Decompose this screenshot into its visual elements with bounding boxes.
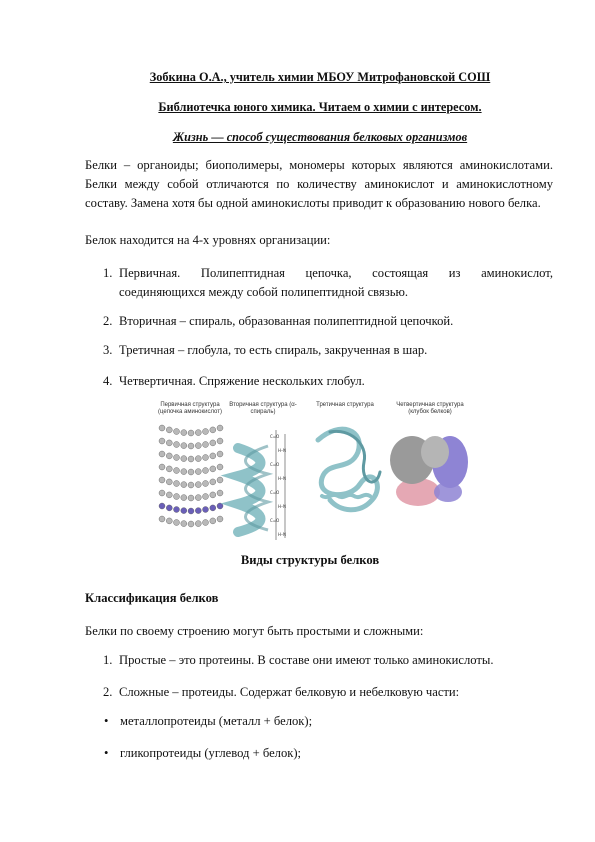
amino-acid-bead — [159, 516, 165, 522]
amino-acid-bead — [217, 451, 223, 457]
svg-text:H–N: H–N — [278, 448, 286, 453]
classification-intro: Белки по своему строению могут быть простыми и сложными: — [85, 624, 424, 638]
amino-acid-bead — [203, 520, 209, 526]
amino-acid-bead — [210, 492, 216, 498]
list-text: Простые – это протеины. В составе они имеют только аминокислоты. — [119, 653, 494, 667]
list-text: Сложные – протеиды. Содержат белковую и небелковую части: — [119, 685, 460, 699]
figure-label-primary: Первичная структура (цепочка аминокислот) — [157, 402, 222, 415]
amino-acid-bead — [181, 521, 187, 527]
amino-acid-bead — [159, 503, 165, 509]
levels-intro: Белок находится на 4-х уровнях организации: — [85, 233, 331, 247]
amino-acid-bead — [174, 507, 180, 513]
figure-label-tertiary: Третичная структура — [316, 402, 374, 408]
list-number: 1. — [103, 653, 113, 667]
svg-text:C=O: C=O — [270, 518, 280, 523]
bullet-symbol: • — [104, 746, 109, 760]
amino-acid-bead — [188, 456, 194, 462]
svg-text:C=O: C=O — [270, 490, 280, 495]
series-title: Библиотечка юного химика. Читаем о химии с интересом. — [158, 100, 482, 114]
amino-acid-bead — [174, 520, 180, 526]
amino-acid-bead — [203, 507, 209, 513]
bullet-text: металлопротеиды (металл + белок); — [120, 714, 313, 728]
amino-acid-bead — [174, 455, 180, 461]
amino-acid-bead — [181, 495, 187, 501]
amino-acid-bead — [166, 440, 172, 446]
amino-acid-bead — [195, 443, 201, 449]
amino-acid-bead — [203, 455, 209, 461]
amino-acid-bead — [217, 490, 223, 496]
amino-acid-bead — [195, 521, 201, 527]
amino-acid-bead — [188, 508, 194, 514]
amino-acid-bead — [210, 453, 216, 459]
amino-acid-bead — [203, 442, 209, 448]
amino-acid-bead — [217, 425, 223, 431]
svg-text:H–N: H–N — [278, 504, 286, 509]
amino-acid-bead — [181, 469, 187, 475]
amino-acid-bead — [210, 427, 216, 433]
amino-acid-bead — [159, 490, 165, 496]
amino-acid-bead — [203, 494, 209, 500]
amino-acid-bead — [217, 516, 223, 522]
author-line: Зобкина О.А., учитель химии МБОУ Митрофановской СОШ — [149, 70, 491, 84]
svg-text:H–N: H–N — [278, 532, 286, 537]
protein-structures-figure — [150, 400, 470, 545]
amino-acid-bead — [159, 451, 165, 457]
amino-acid-bead — [181, 482, 187, 488]
amino-acid-bead — [166, 492, 172, 498]
intro-paragraph: Белки – органоиды; биополимеры, мономеры которых являются аминокислотами. Белки между собой отличаются по количеству аминокислот и аминокислотному составу. Замена хотя бы одной аминокислоты приводит к образованию нового белка. — [85, 158, 553, 210]
amino-acid-bead — [188, 430, 194, 436]
list-item — [103, 683, 553, 702]
amino-acid-bead — [203, 429, 209, 435]
quaternary-structure-complex — [390, 436, 468, 506]
amino-acid-bead — [195, 430, 201, 436]
list-item — [103, 651, 553, 670]
list-text: Четвертичная. Спряжение нескольких глобул. — [119, 374, 365, 388]
amino-acid-bead — [195, 508, 201, 514]
amino-acid-bead — [166, 505, 172, 511]
amino-acid-bead — [217, 438, 223, 444]
svg-text:C=O: C=O — [270, 434, 280, 439]
amino-acid-bead — [174, 442, 180, 448]
svg-text:H–N: H–N — [278, 476, 286, 481]
bullet-text: гликопротеиды (углевод + белок); — [120, 746, 302, 760]
list-number: 3. — [103, 343, 113, 357]
amino-acid-bead — [210, 479, 216, 485]
amino-acid-bead — [188, 443, 194, 449]
article-title: Жизнь — способ существования белковых организмов — [172, 130, 468, 144]
amino-acid-bead — [174, 494, 180, 500]
amino-acid-bead — [166, 479, 172, 485]
secondary-structure-helix — [238, 430, 286, 540]
amino-acid-bead — [210, 505, 216, 511]
amino-acid-bead — [174, 429, 180, 435]
amino-acid-bead — [174, 481, 180, 487]
amino-acid-bead — [217, 477, 223, 483]
list-item — [103, 312, 553, 331]
bullet-item — [103, 712, 553, 731]
amino-acid-bead — [174, 468, 180, 474]
amino-acid-bead — [159, 464, 165, 470]
list-item — [103, 264, 553, 302]
amino-acid-bead — [203, 481, 209, 487]
section-heading: Классификация белков — [85, 591, 219, 605]
amino-acid-bead — [195, 495, 201, 501]
figure-label-secondary: Вторичная структура (α-спираль) — [229, 402, 297, 415]
figure-illustration — [150, 400, 470, 545]
amino-acid-bead — [166, 427, 172, 433]
amino-acid-bead — [159, 425, 165, 431]
amino-acid-bead — [181, 456, 187, 462]
amino-acid-bead — [181, 443, 187, 449]
amino-acid-bead — [188, 469, 194, 475]
amino-acid-bead — [166, 518, 172, 524]
amino-acid-bead — [188, 521, 194, 527]
list-number: 4. — [103, 374, 113, 388]
amino-acid-bead — [203, 468, 209, 474]
amino-acid-bead — [166, 453, 172, 459]
list-number: 2. — [103, 314, 113, 328]
amino-acid-bead — [188, 495, 194, 501]
figure-label-quaternary: Четвертичная структура (клубок белков) — [396, 402, 464, 415]
figure-caption: Виды структуры белков — [240, 553, 380, 567]
amino-acid-bead — [181, 430, 187, 436]
amino-acid-bead — [210, 518, 216, 524]
amino-acid-bead — [159, 477, 165, 483]
amino-acid-bead — [210, 466, 216, 472]
svg-text:C=O: C=O — [270, 462, 280, 467]
amino-acid-bead — [181, 508, 187, 514]
tertiary-structure-globule — [318, 429, 380, 510]
list-item — [103, 341, 553, 360]
bullet-item — [103, 744, 553, 763]
amino-acid-bead — [210, 440, 216, 446]
amino-acid-bead — [166, 466, 172, 472]
amino-acid-bead — [159, 438, 165, 444]
amino-acid-bead — [188, 482, 194, 488]
list-number: 1. — [103, 266, 113, 280]
primary-structure-chain — [159, 425, 223, 527]
bullet-symbol: • — [104, 714, 109, 728]
list-item — [103, 372, 553, 391]
list-text: Вторичная – спираль, образованная полипептидной цепочкой. — [119, 314, 454, 328]
list-number: 2. — [103, 685, 113, 699]
amino-acid-bead — [195, 469, 201, 475]
list-text: Первичная. Полипептидная цепочка, состоящая из аминокислот, соединяющихся между собой полипептидной связью. — [119, 266, 553, 299]
amino-acid-bead — [195, 456, 201, 462]
list-text: Третичная – глобула, то есть спираль, закрученная в шар. — [119, 343, 428, 357]
amino-acid-bead — [217, 464, 223, 470]
amino-acid-bead — [195, 482, 201, 488]
